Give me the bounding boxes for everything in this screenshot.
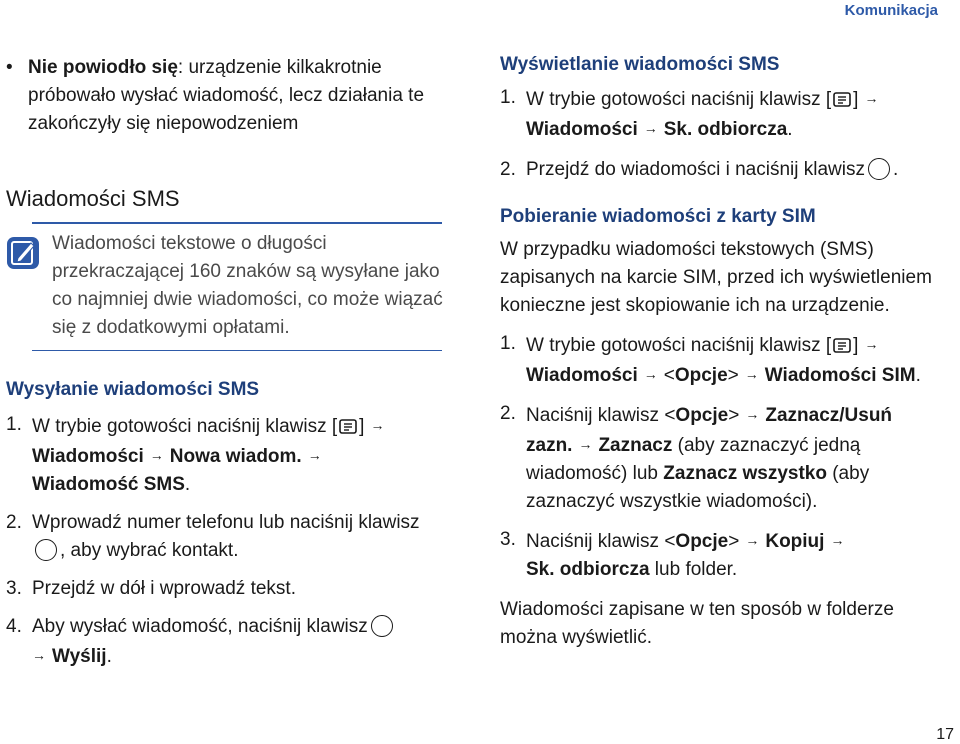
step-end: . xyxy=(915,365,921,386)
send-sms-heading: Wysyłanie wiadomości SMS xyxy=(6,379,260,400)
confirm-key-icon xyxy=(371,615,393,637)
step-text-after: ] xyxy=(853,335,859,356)
step-number: 1. xyxy=(500,87,516,108)
step-text: Aby wysłać wiadomość, naciśnij klawisz xyxy=(32,616,368,637)
bracket-close: > xyxy=(727,365,739,386)
step-text: W trybie gotowości naciśnij klawisz [ xyxy=(526,335,832,356)
arrow-icon: → xyxy=(370,417,385,433)
softkey-options: Opcje xyxy=(675,405,729,426)
step-text: W trybie gotowości naciśnij klawisz [ xyxy=(32,416,338,437)
bullet-term: Nie powiodło się xyxy=(28,57,178,78)
menu-key-icon xyxy=(833,92,851,107)
right-column xyxy=(500,50,950,652)
send-step-4 xyxy=(6,613,446,671)
bullet-dot: • xyxy=(6,57,13,78)
step-text-after: ] xyxy=(853,89,859,110)
view-sms-heading: Wyświetlanie wiadomości SMS xyxy=(500,54,780,75)
softkey-options: Opcje xyxy=(674,365,728,386)
bracket-close: > xyxy=(728,405,740,426)
arrow-icon: → xyxy=(578,436,593,452)
sim-step-3 xyxy=(500,526,950,584)
menu-path-messages: Wiadomości xyxy=(32,446,144,467)
menu-path-mark-unmark: Zaznacz/Usuń zazn. xyxy=(526,405,893,456)
menu-path-inbox: Sk. odbiorcza xyxy=(526,559,650,580)
send-step-2 xyxy=(6,509,446,565)
bracket-open: < xyxy=(664,405,676,426)
bracket-open: < xyxy=(663,365,675,386)
step-number: 2. xyxy=(500,159,516,180)
bullet-item-failed xyxy=(6,54,446,138)
step-text: Wprowadź numer telefonu lub naciśnij klawisz xyxy=(32,512,420,533)
step-end: . xyxy=(892,159,899,180)
sim-heading: Pobieranie wiadomości z karty SIM xyxy=(500,206,816,227)
arrow-icon: → xyxy=(864,90,879,106)
step-text: Przejdź w dół i wprowadź tekst. xyxy=(32,578,296,599)
left-column xyxy=(6,50,446,671)
step-number: 3. xyxy=(6,578,22,599)
step-text-after: ] xyxy=(359,416,365,437)
menu-key-icon xyxy=(339,419,357,434)
arrow-icon: → xyxy=(643,120,658,136)
menu-path-new-message: Nowa wiadom. xyxy=(169,446,302,467)
step-end: (aby zaznaczyć wszystkie wiadomości). xyxy=(526,463,870,512)
step-number: 3. xyxy=(500,529,516,550)
arrow-icon: → xyxy=(643,366,658,382)
send-step-3 xyxy=(6,575,446,603)
page-number: 17 xyxy=(936,726,954,743)
step-number: 4. xyxy=(6,616,22,637)
view-step-1 xyxy=(500,84,950,144)
step-text-after: , aby wybrać kontakt. xyxy=(60,540,239,561)
step-text: Naciśnij klawisz xyxy=(526,531,665,552)
step-end: . xyxy=(184,474,191,495)
arrow-icon: → xyxy=(745,532,760,548)
menu-path-copy: Kopiuj xyxy=(765,531,825,552)
bracket-close: > xyxy=(728,531,740,552)
step-end: . xyxy=(106,646,112,667)
arrow-icon: → xyxy=(307,447,322,463)
arrow-icon: → xyxy=(864,336,879,352)
step-text: Naciśnij klawisz xyxy=(526,405,665,426)
menu-path-sms: Wiadomość SMS xyxy=(32,474,185,495)
softkey-options: Opcje xyxy=(675,531,729,552)
send-step-1 xyxy=(6,411,446,499)
step-end: . xyxy=(787,119,793,140)
menu-path-sim-messages: Wiadomości SIM xyxy=(764,365,916,386)
menu-path-messages: Wiadomości xyxy=(526,119,638,140)
menu-path-mark-all: Zaznacz wszystko xyxy=(663,463,827,484)
sim-intro: W przypadku wiadomości tekstowych (SMS) zapisanych na karcie SIM, przed ich wyświetleniem konieczne jest skopiowanie ich na urządzenie. xyxy=(500,239,932,316)
note-rule-bottom xyxy=(32,350,442,352)
note-box xyxy=(6,230,446,342)
arrow-icon: → xyxy=(32,647,46,663)
arrow-icon: → xyxy=(830,532,845,548)
section-header-label: Komunikacja xyxy=(844,2,938,19)
arrow-icon: → xyxy=(745,406,760,422)
menu-path-inbox: Sk. odbiorcza xyxy=(663,119,788,140)
sim-step-1 xyxy=(500,330,950,390)
step-text: W trybie gotowości naciśnij klawisz [ xyxy=(526,89,832,110)
step-number: 1. xyxy=(6,414,22,435)
section-title: Wiadomości SMS xyxy=(6,186,180,211)
arrow-icon: → xyxy=(149,447,164,463)
step-number: 1. xyxy=(500,333,516,354)
note-rule-top xyxy=(32,222,442,224)
note-text: Wiadomości tekstowe o długości przekraczającej 160 znaków są wysyłane jako co najmniej dwie wiadomości, co może wiązać się z dodatkowymi opłatami. xyxy=(52,232,443,338)
step-end: lub folder. xyxy=(649,559,738,580)
menu-path-mark: Zaznacz xyxy=(598,435,673,456)
confirm-key-icon xyxy=(868,158,890,180)
step-number: 2. xyxy=(500,403,516,424)
confirm-key-icon xyxy=(35,539,57,561)
bracket-open: < xyxy=(664,531,676,552)
menu-path-messages: Wiadomości xyxy=(526,365,638,386)
footer-text: Wiadomości zapisane w ten sposób w folderze można wyświetlić. xyxy=(500,599,894,648)
step-number: 2. xyxy=(6,512,22,533)
menu-key-icon xyxy=(833,338,851,353)
bullet-text: : urządzenie kilkakrotnie próbowało wysłać wiadomość, lecz działania te zakończyły się niepowodzeniem xyxy=(28,57,425,134)
menu-path-send: Wyślij xyxy=(52,646,107,667)
sim-step-2 xyxy=(500,400,950,516)
arrow-icon: → xyxy=(744,366,759,382)
note-pencil-icon xyxy=(6,236,40,270)
step-text-mid: (aby zaznaczyć jedną wiadomość) lub xyxy=(526,435,861,484)
step-text: Przejdź do wiadomości i naciśnij klawisz xyxy=(526,159,865,180)
view-step-2 xyxy=(500,156,950,184)
